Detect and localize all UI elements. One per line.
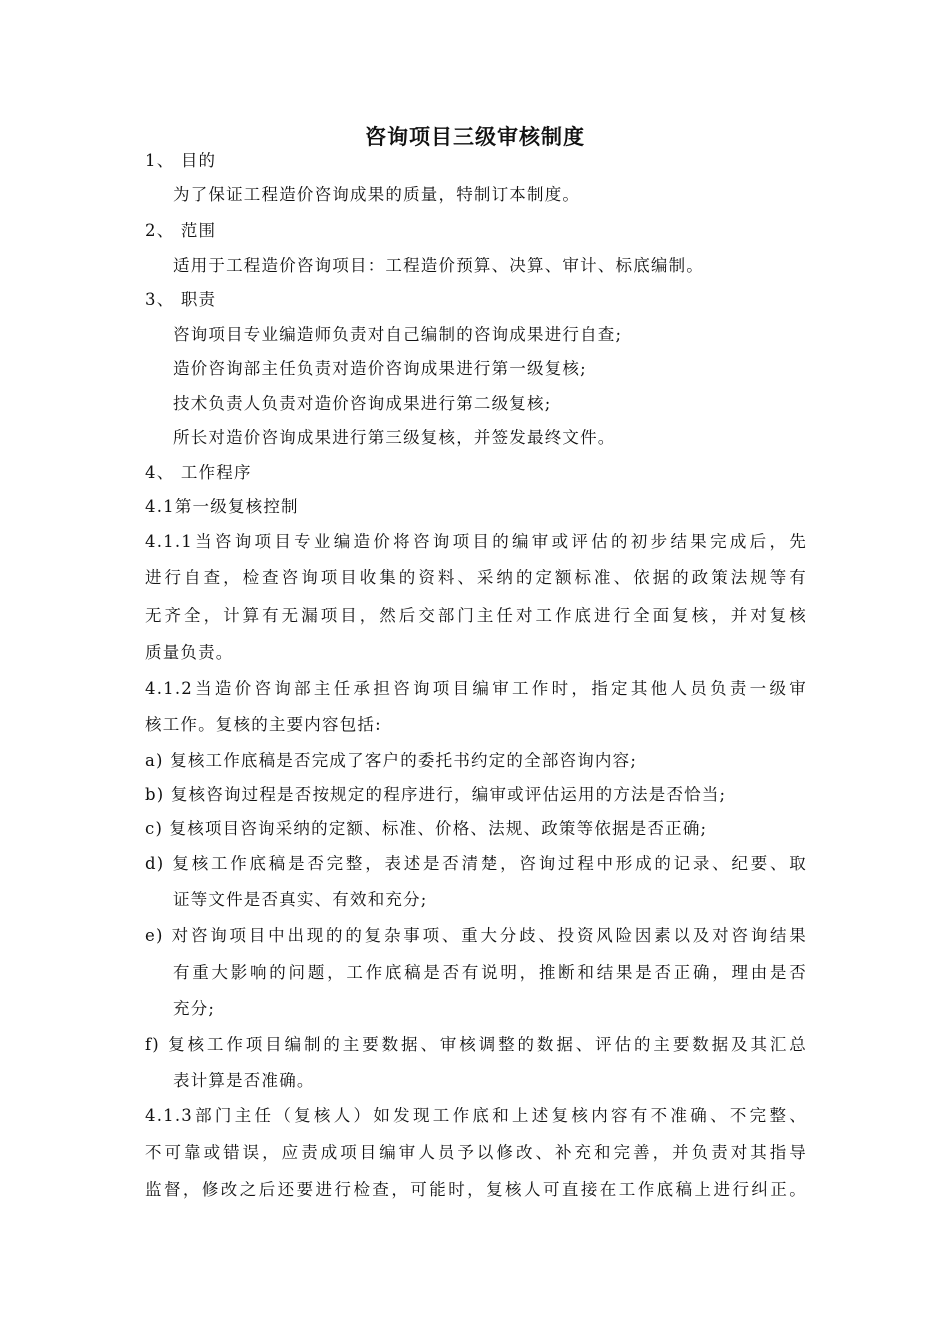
list-item-a: a) 复核工作底稿是否完成了客户的委托书约定的全部咨询内容;: [145, 751, 638, 770]
paragraph-line: 无齐全，计算有无漏项目，然后交部门主任对工作底进行全面复核，并对复核: [145, 606, 807, 625]
list-item-e: e) 对咨询项目中出现的的复杂事项、重大分歧、投资风险因素以及对咨询结果: [145, 926, 807, 945]
list-item-e-continued: 充分;: [173, 999, 216, 1018]
subsection-heading: 4.1第一级复核控制: [145, 497, 299, 516]
paragraph-line: 4.1.3部门主任（复核人）如发现工作底和上述复核内容有不准确、不完整、: [145, 1106, 807, 1125]
paragraph-line: 质量负责。: [145, 643, 234, 662]
paragraph-line: 进行自查，检查咨询项目收集的资料、采纳的定额标准、依据的政策法规等有: [145, 568, 807, 587]
list-item-f-continued: 表计算是否准确。: [173, 1071, 315, 1090]
paragraph-line: 核工作。复核的主要内容包括:: [145, 715, 382, 734]
paragraph-line: 技术负责人负责对造价咨询成果进行第二级复核;: [173, 394, 552, 413]
section-heading-purpose: 1、 目的: [145, 151, 217, 170]
section-heading-procedure: 4、 工作程序: [145, 463, 252, 482]
paragraph-line: 咨询项目专业编造师负责对自己编制的咨询成果进行自查;: [173, 325, 623, 344]
paragraph-line: 4.1.1当咨询项目专业编造价将咨询项目的编审或评估的初步结果完成后，先: [145, 532, 807, 551]
paragraph-line: 为了保证工程造价咨询成果的质量，特制订本制度。: [173, 185, 581, 204]
list-item-d-continued: 证等文件是否真实、有效和充分;: [173, 890, 428, 909]
list-item-d: d) 复核工作底稿是否完整，表述是否清楚，咨询过程中形成的记录、纪要、取: [145, 854, 807, 873]
list-item-f: f) 复核工作项目编制的主要数据、审核调整的数据、评估的主要数据及其汇总: [145, 1035, 807, 1054]
paragraph-line: 监督，修改之后还要进行检查，可能时，复核人可直接在工作底稿上进行纠正。: [145, 1180, 807, 1199]
paragraph-line: 不可靠或错误，应责成项目编审人员予以修改、补充和完善，并负责对其指导: [145, 1143, 807, 1162]
paragraph-line: 造价咨询部主任负责对造价咨询成果进行第一级复核;: [173, 359, 587, 378]
paragraph-line: 适用于工程造价咨询项目：工程造价预算、决算、审计、标底编制。: [173, 256, 704, 275]
paragraph-line: 所长对造价咨询成果进行第三级复核，并签发最终文件。: [173, 428, 616, 447]
paragraph-line: 4.1.2当造价咨询部主任承担咨询项目编审工作时，指定其他人员负责一级审: [145, 679, 807, 698]
section-heading-scope: 2、 范围: [145, 221, 217, 240]
document-title: 咨询项目三级审核制度: [365, 124, 585, 149]
list-item-e-continued: 有重大影响的问题，工作底稿是否有说明，推断和结果是否正确，理由是否: [173, 963, 807, 982]
list-item-b: b) 复核咨询过程是否按规定的程序进行，编审或评估运用的方法是否恰当;: [145, 785, 727, 804]
list-item-c: c) 复核项目咨询采纳的定额、标准、价格、法规、政策等依据是否正确;: [145, 819, 708, 838]
section-heading-duties: 3、 职责: [145, 290, 217, 309]
